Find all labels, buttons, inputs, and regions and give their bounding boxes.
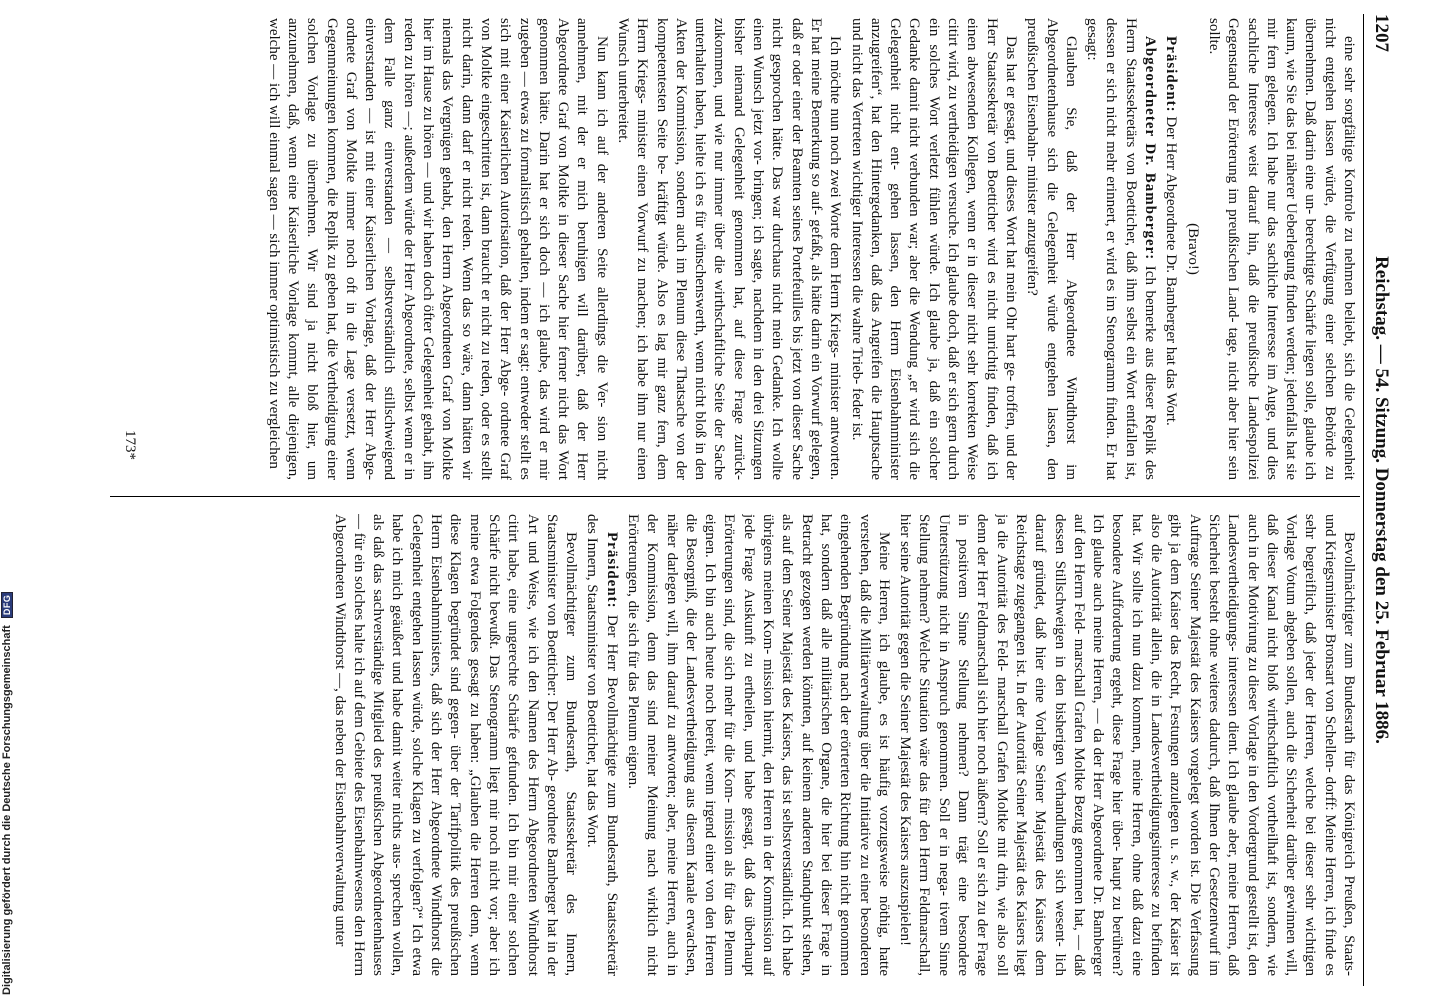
- paragraph: [613, 18, 845, 480]
- right-column: [118, 514, 1358, 976]
- paragraph: [582, 514, 621, 976]
- paragraph: [1204, 18, 1358, 480]
- dfg-logo-icon: DFG: [1, 592, 13, 619]
- paragraph: [329, 514, 580, 976]
- paragraph-text: Glauben Sie, daß der Herr Abgeordnete Windthorst im Abgeordnetenhause sich die Gelegenheit würde entgehen lassen, den preußischen Eisenbahn- minister anzugreifen?: [1024, 18, 1079, 480]
- paragraph: [263, 18, 610, 480]
- paragraph-text: Der Herr Bevollmächtigte zum Bundesrath, Staatssekretär des Innern, Staatsminister von Boetticher, hat das Wort.: [584, 514, 620, 976]
- credit-text: Digitalisierung gefördert durch die Deutsche Forschungsgemeinschaft: [1, 625, 13, 995]
- speaker-name: Präsident:: [603, 532, 620, 609]
- paragraph-text: Meine Herren, ich glaube, es ist häufig vorzugsweise nöthig, hatte verstehen, daß die Militärverwaltung über die Initiative zu einer besonderen eingehenden Begründung nach der erörterten Richtung hin nicht genommen hat, sondern daß alle militärischen Organe, die hier bei dieser Frage in Betracht gezogen werden könnten, auf keinem anderen Standpunkt stehen, als auf dem Seiner Majestät des Kaisers, das ist selbstverständlich. Ich habe übrigens meinen Kom- mission hiermit, den Herren in der Kommission auf jede Frage Auskunft zu ertheilen, und habe gesagt, daß das überhaupt Erörterungen sind, die sich mehr für die Kom- mission als für das Plenum eignen. Ich bin auch heute noch bereit, wenn irgend einer von den Herren die Besorgniß, die der Landesvertheidigung aus diesem Kanale erwachsen, näher darlegen will, ihm darauf zu antworten; aber, meine Herren, auch in der Kommission, denn das sind meiner Meinung nach wirklich nicht Erörterungen, die sich für das Plenum eignen.: [625, 514, 892, 976]
- paragraph-text: eine sehr sorgfältige Kontrole zu nehmen beliebt, sich die Gelegenheit nicht entgehen lassen würde, die Verfügung einer selchen Behörde zu übernehmen. Daß darin eine un- berechtigte Schärfe liegen solle, glaube ich kaum, wie Sie das bei näherer Ueberlegung finden werden; jedenfalls hat sie mir fern gelegen. Ich habe nur das sachliche Interesse im Auge, und dies sachliche Interesse weist darauf hin, daß die preußische Landespolizei Gegenstand der Erörterung im preußischen Land- tage, nicht aber hier sein sollte.: [1205, 18, 1357, 480]
- paragraph-text: Bevollmächtigter zum Bundesrath für das Königreich Preußen, Staats- und Kriegsminister Bronsart von Schellen- dorff: Meine Herren, ich finde es sehr begreiflich, daß jeder der Herren, welche bei dieser sehr wichtigen Vorlage Votum abgeben sollen, auch die Sicherheit darüber gewinnen will, daß dieser Kanal nicht bloß wirthschaftlich vortheilhaft ist, sondern, wie auch in der Motivirung zu dieser Vorlage in den Vordergrund gestellt ist, den Landesvertheidigungs- interessen dient. Ich glaube aber, meine Herren, daß Sicherheit besteht ohne weiteres dadurch, daß Ihnen der Gesetzentwurf im Auftrage Seiner Majestät des Kaisers vorgelegt worden ist. Die Verfassung gibt ja dem Kaiser das Recht, Festungen anzulegen u. s. w., der Kaiser ist also die Autorität allein, die in Landesvertheidigungsinteresse zu befinden hat. Wir sollte ich nun dazu kommen, meine Herren, ohne daß dazu eine besondere Aufforderung ergeht, diese Frage hier über- haupt zu berühren? Ich glaube auch meine Herren, — da der Herr Abgeordnete Dr. Bamberger auf den Herrn Feld- marschall Grafen Moltke Bezug genommen hat, — daß dessen Stillschweigen in den bisherigen Verhandlungen sich wesent- lich darauf gründet, daß hier eine Vorlage Seiner Majestät des Kaisers dem Reichstage zugegangen ist. In der Autorität Seiner Majestät des Kaisers liegt ja die Autorität des Feld- marschall Grafen Moltke mit drin, wie also soll denn der Herr Feldmarschall sich hier noch äußern? Soll er sich zu der Frage in positivem Sinne Stellung nehmen? Dann trägt eine besondere Unterstützung nicht in Anspruch genommen. Soll er in nega- tivem Sinne Stellung nehmen? Welche Situation wäre das für den Herrn Feldmarschall, hier seine Autorität gegen die Seiner Majestät des Kaisers auszuspielen!: [897, 514, 1357, 976]
- paragraph: [846, 18, 1020, 480]
- rotated-page: [100, 0, 1400, 1000]
- speaker-name: Abgeordneter Dr. Bamberger:: [1142, 36, 1159, 261]
- paragraph-text: Der Herr Abgeordnete Dr. Bamberger hat das Wort.: [1163, 112, 1180, 426]
- speaker-name: Präsident:: [1163, 36, 1180, 113]
- paragraph: [1161, 18, 1180, 480]
- left-column: [118, 18, 1358, 480]
- digitization-credit: [1, 575, 13, 995]
- page-number: 1207: [1371, 14, 1392, 52]
- column-divider: [110, 496, 1360, 497]
- header-rule: [1363, 14, 1364, 986]
- paragraph: [1182, 18, 1201, 480]
- paragraph-text: Das hat er gesagt, und dieses Wort hat mein Ohr hart ge- troffen, und der Herr Staatssekretär von Boetticher wird es nicht unrichtig finden, daß ich einen abwesenden Kollegen, wenn er in dieser nicht sehr korrekten Weise citirt wird, zu vertheidigen versuche. Ich glaube doch, daß er sich gern durch ein solches Wort verletzt fühlen würde. Ich glaube ja, daß ein solcher Gedanke damit nicht verbunden war; aber die Wendung „er wird sich die Gelegenheit nicht ent- gehen lassen, den Herrn Eisenbahnminister anzugreifen“, hat den Hintergedanken, daß das Angreifen die Hauptsache und nicht das Vertreten wichtiger Interessen die wahre Trieb- feder ist.: [848, 18, 1019, 480]
- paragraph-text: Ich möchte nun noch zwei Worte dem Herrn Kriegs- minister antworten. Er hat meine Bemerkung so auf- gefaßt, als hätte darin ein Vorwurf gelegen, daß er oder einer der Beamten seines Portefeuilles bis jetzt von dieser Sache nicht gesprochen hätte. Das war durchaus nicht mein Gedanke. Ich wollte einen Wunsch jetzt vor- bringen; ich sagte, nachdem in den drei Sitzungen bisher niemand Gelegenheit genommen hat, auf diese Frage zurück- zukommen, und wie nur immer über die wirthschaftliche Seite der Sache unterhalten haben, hielte ich es für wünschenswerth, wenn nicht bloß in den Akten der Kommission, sondern auch im Plenum diese Thatsache von der kompetentesten Seite be- kräftigt würde. Also es lag mir ganz fern, dem Herrn Kriegs- minister einen Vorwurf zu machen; ich habe ihm nur einen Wunsch unterbreitet.: [615, 18, 844, 480]
- page-header: [1364, 14, 1394, 986]
- paragraph: [623, 514, 893, 976]
- paragraph-text: Nun kann ich auf der anderen Seite allerdings die Ver- sion nicht annehmen, mit der er mich beruhigen will darüber, daß der Herr Abgeordnete Graf von Moltke in dieser Sache hier ferner nicht das Wort genommen hätte. Darin hat er sich doch — ich glaube, das wird er mir zugeben — etwas zu formalistisch gehalten, indem er sagt: entweder stellt es sich mit einer Kaiserlichen Autorisation, daß der Herr Abge- ordnete Graf von Moltke eingeschritten ist, dann braucht er nicht zu reden, oder es stellt nicht darin, dann darf er nicht reden. Wenn das so wäre, dann hätten wir niemals das Vergnügen gehabt, den Herrn Abgeordneten Graf von Moltke hier im Hause zu hören — und wir haben doch öfter Gelegenheit gehabt, ihn reden zu hören —; außerdem würde der Herr Abgeordnete, selbst wenn er in dem Falle ganz einverstanden — selbstverständlich stillschweigend einverstanden — ist mit einer Kaiserlichen Vorlage, daß der Herr Abge- ordnete Graf von Moltke immer noch oft in die Lage versetzt, wenn Gegenmeinungen kommen, die Replik zu geben hat, die Vertheidigung einer solchen Vorlage zu übernehmen. Wir sind ja nicht bloß hier, um anzunehmen, daß, wenn eine Kaiserliche Vorlage kommt, alle diejenigen, welche — ich will einmal sagen — sich immer optimistisch zu vergleichen: [265, 18, 610, 480]
- paragraph-text: (Bravo!): [1184, 223, 1201, 275]
- signature-mark: 173*: [122, 430, 138, 460]
- paragraph: [1022, 18, 1080, 480]
- paragraph-text: Bevollmächtigter zum Bundesrath, Staatssekretär des Innern, Staatsminister von Boetticher: Der Herr Ab- geordnete Bamberger hat in der Art und Weise, wie ich den Namen des Herrn Abgeordneten Windthorst citirt habe, eine ungerechte Schärfe gefunden. Ich bin mir einer solchen Schärfe nicht bewußt. Das Stenogramm liegt mir noch nicht vor; aber ich meine etwa Folgendes gesagt zu haben: „Glauben die Herren denn, wenn diese Klagen begründet sind gegen- über der Tarifpolitik des preußischen Herrn Eisenbahnministers, daß sich der Herr Abgeordnete Windthorst die Gelegenheit entgehen lassen würde, solche Klagen zu verfolgen?“ Ich etwa habe ich mich geäußert und habe damit weiter nichts aus- sprechen wollen, als daß das sachverständige Mitglied des preußischen Abgeordnetenhauses — für ein solches halte ich auf dem Gebiete des Eisenbahnwesens den Herrn Abgeordneten Windthorst —, das neben der Eisenbahnverwaltung unter: [331, 514, 580, 976]
- paragraph: [895, 514, 1358, 976]
- paragraph-text: Ich bemerke aus dieser Replik des Herrn Staatssekretärs von Boetticher, daß ihm selbst ein Wort entfallen ist, dessen er sich nicht mehr erinnert, er wird es im Stenogramm finden. Er hat gesagt:: [1084, 18, 1159, 480]
- page-title: Reichstag. — 54. Sitzung. Donnerstag den 25. Februar 1886.: [1371, 256, 1392, 744]
- paragraph: [1082, 18, 1159, 480]
- digitization-sidebar: [0, 0, 20, 1000]
